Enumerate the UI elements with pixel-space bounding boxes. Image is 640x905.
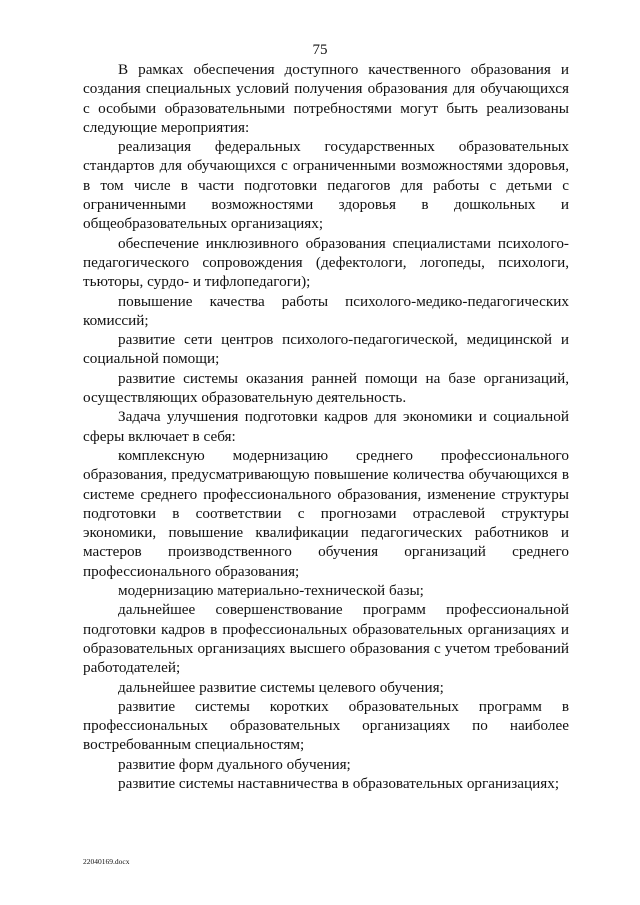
paragraph-mentoring: развитие системы наставничества в образовательных организациях; <box>118 774 560 792</box>
paragraph-material-base: модернизацию материально-технической базы; <box>118 582 424 600</box>
paragraph-early-help: развитие системы оказания ранней помощи на базе организаций, осуществляющих образовательную деятельность. <box>83 369 569 407</box>
page-number: 75 <box>312 42 328 58</box>
paragraph-modernization: комплексную модернизацию среднего профессионального образования, предусматривающую повышение количества обучающихся в системе среднего профессионального образования, изменение структуры подготовки в соответствии с прогнозами отраслевой структуры экономики, повышение квалификации педагогических работников и мастеров производственного обучения организаций среднего профессионального образования; <box>83 446 569 580</box>
paragraph-fgos: реализация федеральных государственных образовательных стандартов для обучающихся с ограниченными возможностями здоровья, в том числе в части подготовки педагогов для работы с детьми с ограниченными возможностями здоровья в дошкольных и общеобразовательных организациях; <box>83 138 569 233</box>
paragraph-dual-training: развитие форм дуального обучения; <box>118 755 351 773</box>
paragraph-inclusive: обеспечение инклюзивного образования специалистами психолого-педагогического сопровождения (дефектологи, логопеды, психологи, тьюторы, сурдо- и тифлопедагоги); <box>83 234 569 291</box>
paragraph-staff-task: Задача улучшения подготовки кадров для экономики и социальной сферы включает в себя: <box>83 408 569 445</box>
paragraph-short-programs: развитие системы коротких образовательных программ в профессиональных образовательных организациях по наиболее востребованным специальностям; <box>83 697 569 754</box>
document-filename: 22040169.docx <box>83 857 130 866</box>
document-body <box>83 60 569 793</box>
paragraph-pmpk: повышение качества работы психолого-медико-педагогических комиссий; <box>83 292 569 329</box>
paragraph-intro: В рамках обеспечения доступного качественного образования и создания специальных условий получения образования для обучающихся с особыми образовательными потребностями могут быть реализованы следующие мероприятия: <box>83 61 569 136</box>
paragraph-programs: дальнейшее совершенствование программ профессиональной подготовки кадров в профессиональных образовательных организациях и образовательных организациях высшего образования с учетом требований работодателей; <box>83 601 569 677</box>
paragraph-targeted-training: дальнейшее развитие системы целевого обучения; <box>118 678 444 696</box>
paragraph-centers: развитие сети центров психолого-педагогической, медицинской и социальной помощи; <box>83 331 569 368</box>
